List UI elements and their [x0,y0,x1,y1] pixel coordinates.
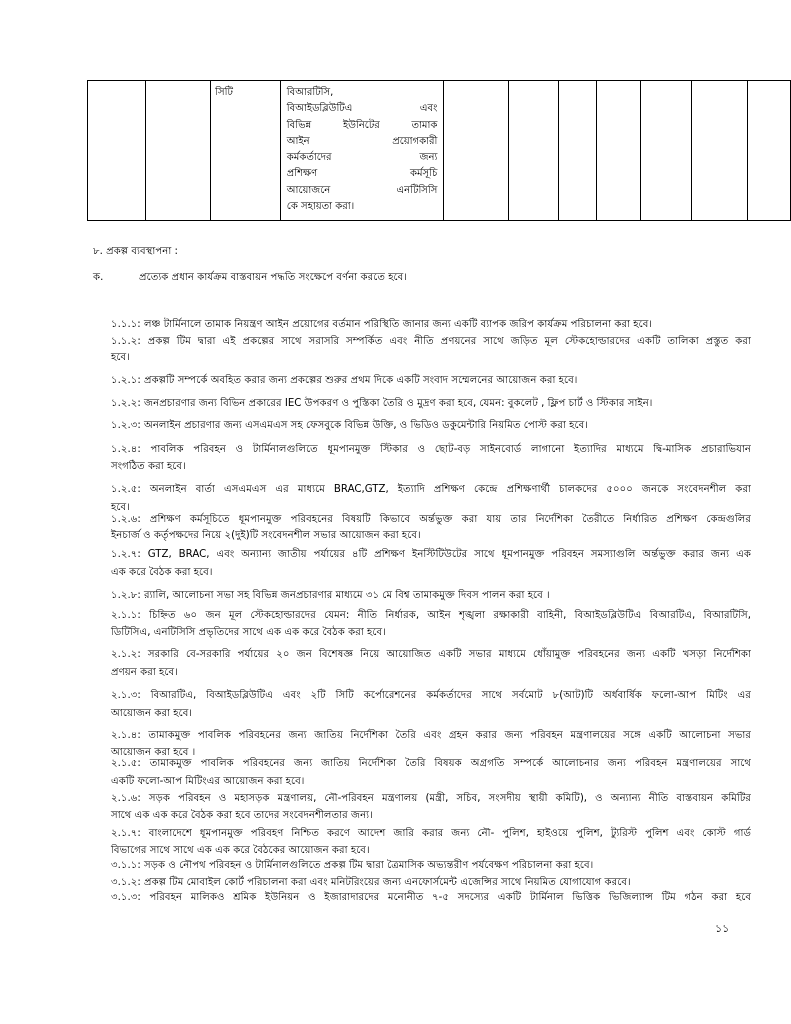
description-line: বিআইডব্লিউটিএ এবং [286,103,438,115]
paragraph-line: ১.২.৫: অনলাইন বার্তা এসএমএস এর মাধ্যমে BRAC,GTZ, ইত্যাদি প্রশিক্ষণ কেন্দ্রে প্রশিক্ষণার্থী চালকদের ৫০০০ জনকে সংবেদনশীল করা [111,484,751,495]
table-cell [691,81,748,221]
paragraph-line: ২.১.৩: বিআরটিএ, বিআইডব্লিউটিএ এবং ২টি সিটি কর্পোরেশনের কর্মকর্তাদের সাথে সর্বমোট ৮(আট)টি অর্ধবার্ষিক ফলো-আপ মিটিং এর [111,690,751,701]
paragraph-line: আয়োজন করা হবে। [111,708,193,719]
paragraph-line: ২.১.২: সরকারি বে-সরকারি পর্যায়ের ২০ জন বিশেষজ্ঞ নিয়ে আয়োজিত একটি সভার মাধ্যমে ধোঁয়ামুক্ত পরিবহনের জন্য একটি খসড়া নির্দেশিকা [111,649,751,660]
item-label: ক. [93,272,104,283]
table-cell [145,81,211,221]
paragraph-line: ৩.১.৩: পরিবহন মালিকও শ্রমিক ইউনিয়ন ও ইজারাদারদের মনোনীত ৭-৫ সদস্যের একটি টার্মিনাল ভিত্তিক ভিজিল্যান্স টিম গঠন করা হবে [111,892,751,903]
description-line: বিভিন্ন ইউনিটের তামাক [286,119,438,131]
paragraph-line: হবে। [111,352,130,363]
table-cell [558,81,597,221]
paragraph-line: ইনচার্জ ও কর্তৃপক্ষদের নিয়ে ২(দুই)টি সংবেদনশীল সভার আয়োজন করা হবে। [111,530,421,541]
paragraph-line: ১.২.৪: পাবলিক পরিবহন ও টার্মিনালগুলিতে ধূমপানমুক্ত স্টিকার ও ছোট-বড় সাইনবোর্ড লাগানো ইত্যাদির মাধ্যমে দ্বি-মাসিক প্রচারাভিযান [111,444,751,455]
table-cell [748,81,791,221]
paragraph-line: বিভাগের সাথে সাথে এক এক করে বৈঠকের আয়োজন করা হবে। [111,845,370,856]
city-cell: সিটি [211,81,281,221]
description-line: কর্মকর্তাদের জন্য [286,152,438,164]
paragraph-line: ২.১.৫: তামাকমুক্ত পাবলিক পরিবহনের জন্য জাতিয় নির্দেশিকা তৈরি বিষয়ক অগ্রগতি সম্পর্কে আলোচনার জন্য পরিবহন মন্ত্রণালয়ের সাথে [111,758,751,769]
paragraph-line: ২.১.৭: বাংলাদেশে ধূমপানমুক্ত পরিবহণ নিশ্চিত করণে আদেশ জারি করার জন্য নৌ- পুলিশ, হাইওয়ে পুলিশ, ট্যুরিস্ট পুলিশ এবং কোস্ট গার্ড [111,828,751,839]
paragraph-line: একটি ফলো-আপ মিটিংএর আয়োজন করা হবে। [111,776,305,787]
table-cell [508,81,558,221]
paragraph-line: সাথে এক এক করে বৈঠক করা হবে তাদের সংবেদনশীলতার জন্য। [111,810,373,821]
paragraph-line: ডিটিসিএ, এনটিসিসি প্রভৃতিদের সাথে এক এক করে বৈঠক করা হবে। [111,627,386,638]
paragraph-line: ২.১.৪: তামাকমুক্ত পাবলিক পরিবহনের জন্য জাতিয় নির্দেশিকা তৈরি এবং গ্রহন করার জন্য পরিবহন মন্ত্রণালয়ের সঙ্গে একটি আলোচনা সভার [111,730,751,741]
table-cell [640,81,691,221]
paragraph-line: ২.১.৬: সড়ক পরিবহন ও মহাসড়ক মন্ত্রণালয়, নৌ-পরিবহন মন্ত্রণালয় (মন্ত্রী, সচিব, সংসদীয় স্থায়ী কমিটি), ও অন্যান্য নীতি বাস্তবায়ন কমিটির [111,793,751,804]
description-line: বিআরটিসি, [286,87,334,98]
section-heading: ৮. প্রকল্প ব্যবস্থাপনা : [93,246,178,257]
paragraph-line: ১.১.১: লঞ্চ টার্মিনালে তামাক নিয়ন্ত্রণ আইন প্রয়োগের বর্তমান পরিস্থিতি জানার জন্য একটি ব্যাপক জরিপ কার্যক্রম পরিচালনা করা হবে। [111,319,653,330]
description-line: আইন প্রয়োগকারী [286,135,438,147]
paragraph-line: আয়োজন করা হবে । [111,747,196,758]
paragraph-line: ১.২.১: প্রকল্পটি সম্পর্কে অবহিত করার জন্য প্রকল্পের শুরুর প্রথম দিকে একটি সংবাদ সম্মেলনের আয়োজন করা হবে। [111,375,578,386]
description-line: কে সহায়তা করা। [286,201,355,213]
table-cell [88,81,146,221]
paragraph-line: ১.২.৭: GTZ, BRAC, এবং অন্যান্য জাতীয় পর্যায়ের ৪টি প্রশিক্ষণ ইনস্টিটিউটের সাথে ধূমপানমুক্ত পরিবহন সমস্যাগুলি অর্ন্তভুক্ত করার জন্য এক [111,549,751,560]
paragraph-line: ১.২.৮: র‌্যালি, আলোচনা সভা সহ বিভিন্ন জনপ্রচারণার মাধ্যমে ৩১ মে বিশ্ব তামাকমুক্ত দিবস পালন করা হবে । [111,590,550,601]
paragraph-line: ৩.১.১: সড়ক ও নৌপথ পরিবহন ও টার্মিনালগুলিতে প্রকল্প টিম দ্বারা ত্রৈমাসিক অভ্যন্তরীণ পর্যবেক্ষণ পরিচালনা করা হবে। [111,860,594,871]
paragraph-line: সংগঠিত করা হবে। [111,461,186,472]
paragraph-line: হবে। [111,502,130,513]
paragraph-line: ১.২.২: জনপ্রচারণার জন্য বিভিন প্রকারের IEC উপকরণ ও পুস্তিকা তৈরি ও মুদ্রণ করা হবে, যেমন: বুকলেট , ফ্লিপ চার্ট ও স্টিকার সাইন। [111,398,653,409]
paragraph-line: প্রণয়ন করা হবে। [111,667,178,678]
paragraph-line: ১.১.২: প্রকল্প টিম দ্বারা এই প্রকল্পের সাথে সরাসরি সম্পর্কিত এবং নীতি প্রণয়নের সাথে জড়িত মূল স্টেকহোল্ডারদের একটি তালিকা প্রস্তুত করা [111,336,751,347]
table-cell [597,81,641,221]
description-line: প্রশিক্ষণ কর্মসূচি [286,168,438,180]
description-cell [280,81,444,221]
paragraph-line: এক করে বৈঠক করা হবে। [111,567,213,578]
paragraph-line: ১.২.৬: প্রশিক্ষণ কর্মসূচিতে ধূমপানমুক্ত পরিবহনের বিষয়টি কিভাবে অর্ন্তভুক্ত করা যায় তার নির্দেশিকা তৈরীতে নির্ধারিত প্রশিক্ষণ কেন্দ্রগুলির [111,514,751,525]
paragraph-line: ২.১.১: চিহ্নিত ৬০ জন মূল স্টেকহোল্ডারদের যেমন: নীতি নির্ধারক, আইন শৃঙ্খলা রক্ষাকারী বাহিনী, বিআইডব্লিউটিএ বিআরটিএ, বিআরটিসি, [111,610,751,621]
paragraph-line: ১.২.৩: অনলাইন প্রচারণার জন্য এসএমএস সহ ফেসবুকে বিভিন্ন উক্তি, ও ভিডিও ডকুমেন্টারি নিয়মিত পোস্ট করা হবে। [111,420,588,431]
item-text: প্রত্যেক প্রধান কার্যক্রম বাস্তবায়ন পদ্ধতি সংক্ষেপে বর্ণনা করতে হবে। [139,272,407,283]
page-number: ১১ [715,922,730,935]
activity-table [87,80,791,221]
table-cell [444,81,509,221]
description-line: আয়োজনে এনটিসিসি [286,184,438,196]
paragraph-line: ৩.১.২: প্রকল্প টিম মোবাইল কোর্ট পরিচালনা করা এবং মনিটরিংয়ের জন্য এনফোর্সমেন্ট এজেন্সির সাথে নিয়মিত যোগাযোগ করবে। [111,877,631,888]
